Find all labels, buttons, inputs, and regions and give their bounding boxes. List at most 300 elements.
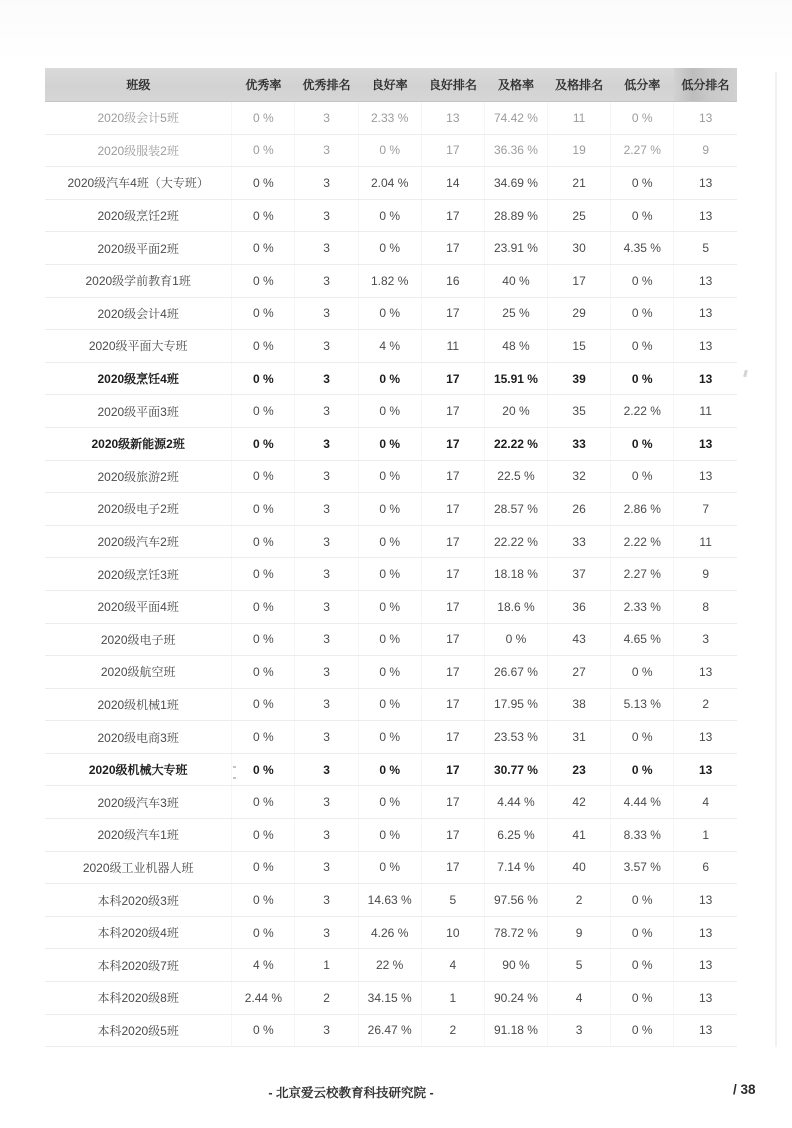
value-cell: 43 xyxy=(548,623,611,656)
value-cell: 17 xyxy=(421,199,484,232)
table-row xyxy=(45,525,737,558)
value-cell: 38 xyxy=(548,688,611,721)
value-cell: 0 % xyxy=(232,623,295,656)
value-cell: 0 % xyxy=(232,525,295,558)
value-cell: 17 xyxy=(421,232,484,265)
value-cell: 3 xyxy=(295,721,358,754)
value-cell: 15 xyxy=(548,330,611,363)
value-cell: 3 xyxy=(295,264,358,297)
value-cell: 3 xyxy=(295,297,358,330)
value-cell: 17 xyxy=(421,395,484,428)
value-cell: 0 % xyxy=(232,656,295,689)
table-row xyxy=(45,362,737,395)
value-cell: 13 xyxy=(674,949,737,982)
value-cell: 0 % xyxy=(232,264,295,297)
value-cell: 0 % xyxy=(358,460,421,493)
value-cell: 4.44 % xyxy=(611,786,674,819)
value-cell: 0 % xyxy=(358,786,421,819)
value-cell: 0 % xyxy=(232,395,295,428)
value-cell: 13 xyxy=(421,102,484,135)
column-header-good-rank: 良好排名 xyxy=(421,68,484,102)
value-cell: 7 xyxy=(674,493,737,526)
value-cell: 7.14 % xyxy=(484,851,547,884)
value-cell: 13 xyxy=(674,297,737,330)
value-cell: 3 xyxy=(548,1014,611,1047)
table-row xyxy=(45,199,737,232)
value-cell: 35 xyxy=(548,395,611,428)
value-cell: 78.72 % xyxy=(484,916,547,949)
value-cell: 3 xyxy=(295,102,358,135)
value-cell: 9 xyxy=(674,134,737,167)
value-cell: 0 % xyxy=(232,819,295,852)
column-header-pass-rate: 及格率 xyxy=(484,68,547,102)
value-cell: 13 xyxy=(674,167,737,200)
value-cell: 0 % xyxy=(358,656,421,689)
value-cell: 0 % xyxy=(232,427,295,460)
value-cell: 17 xyxy=(421,134,484,167)
value-cell: 14 xyxy=(421,167,484,200)
value-cell: 0 % xyxy=(358,721,421,754)
value-cell: 11 xyxy=(421,330,484,363)
class-name-cell: 2020级电子班 xyxy=(45,623,232,656)
value-cell: 4.26 % xyxy=(358,916,421,949)
value-cell: 9 xyxy=(674,558,737,591)
value-cell: 0 % xyxy=(232,102,295,135)
value-cell: 17 xyxy=(421,427,484,460)
value-cell: 13 xyxy=(674,427,737,460)
value-cell: 0 % xyxy=(484,623,547,656)
column-header-excellent-rank: 优秀排名 xyxy=(295,68,358,102)
class-name-cell: 2020级烹饪2班 xyxy=(45,199,232,232)
value-cell: 0 % xyxy=(358,232,421,265)
value-cell: 0 % xyxy=(232,493,295,526)
value-cell: 14.63 % xyxy=(358,884,421,917)
table-row xyxy=(45,753,737,786)
value-cell: 17 xyxy=(421,753,484,786)
class-name-cell: 2020级机械大专班 xyxy=(45,753,232,786)
table-row xyxy=(45,623,737,656)
value-cell: 17 xyxy=(421,493,484,526)
class-name-cell: 2020级汽车2班 xyxy=(45,525,232,558)
class-name-cell: 2020级工业机器人班 xyxy=(45,851,232,884)
class-name-cell: 2020级会计5班 xyxy=(45,102,232,135)
value-cell: 11 xyxy=(674,395,737,428)
value-cell: 13 xyxy=(674,199,737,232)
value-cell: 0 % xyxy=(611,362,674,395)
value-cell: 17 xyxy=(421,819,484,852)
value-cell: 0 % xyxy=(611,102,674,135)
value-cell: 0 % xyxy=(358,558,421,591)
table-row xyxy=(45,1014,737,1047)
value-cell: 23.53 % xyxy=(484,721,547,754)
value-cell: 5 xyxy=(421,884,484,917)
value-cell: 0 % xyxy=(611,753,674,786)
value-cell: 0 % xyxy=(232,199,295,232)
value-cell: 3 xyxy=(295,134,358,167)
value-cell: 2.27 % xyxy=(611,134,674,167)
value-cell: 13 xyxy=(674,982,737,1015)
value-cell: 2.22 % xyxy=(611,525,674,558)
value-cell: 32 xyxy=(548,460,611,493)
footer-page-number: / 38 xyxy=(733,1082,756,1097)
table-row xyxy=(45,590,737,623)
value-cell: 0 % xyxy=(611,1014,674,1047)
value-cell: 13 xyxy=(674,330,737,363)
value-cell: 0 % xyxy=(232,460,295,493)
value-cell: 3 xyxy=(295,558,358,591)
value-cell: 1 xyxy=(421,982,484,1015)
value-cell: 74.42 % xyxy=(484,102,547,135)
value-cell: 2.27 % xyxy=(611,558,674,591)
value-cell: 17 xyxy=(548,264,611,297)
value-cell: 17 xyxy=(421,297,484,330)
class-name-cell: 2020级平面大专班 xyxy=(45,330,232,363)
value-cell: 17 xyxy=(421,688,484,721)
value-cell: 1.82 % xyxy=(358,264,421,297)
value-cell: 4.44 % xyxy=(484,786,547,819)
scan-artifact-edge-line xyxy=(775,72,777,1047)
value-cell: 3 xyxy=(295,199,358,232)
value-cell: 41 xyxy=(548,819,611,852)
value-cell: 0 % xyxy=(611,199,674,232)
class-name-cell: 2020级烹饪4班 xyxy=(45,362,232,395)
value-cell: 0 % xyxy=(358,134,421,167)
value-cell: 3 xyxy=(295,623,358,656)
value-cell: 34.69 % xyxy=(484,167,547,200)
value-cell: 13 xyxy=(674,721,737,754)
table-row xyxy=(45,102,737,135)
value-cell: 18.18 % xyxy=(484,558,547,591)
value-cell: 13 xyxy=(674,884,737,917)
value-cell: 0 % xyxy=(232,688,295,721)
value-cell: 3 xyxy=(295,851,358,884)
value-cell: 30 xyxy=(548,232,611,265)
value-cell: 0 % xyxy=(232,851,295,884)
value-cell: 4 xyxy=(421,949,484,982)
value-cell: 0 % xyxy=(611,982,674,1015)
value-cell: 25 xyxy=(548,199,611,232)
value-cell: 17 xyxy=(421,851,484,884)
table-row xyxy=(45,297,737,330)
table-row xyxy=(45,656,737,689)
value-cell: 6.25 % xyxy=(484,819,547,852)
class-name-cell: 2020级服装2班 xyxy=(45,134,232,167)
table-row xyxy=(45,460,737,493)
value-cell: 26 xyxy=(548,493,611,526)
value-cell: 17 xyxy=(421,590,484,623)
value-cell: 0 % xyxy=(358,851,421,884)
value-cell: 2.22 % xyxy=(611,395,674,428)
value-cell: 13 xyxy=(674,264,737,297)
table-row xyxy=(45,493,737,526)
column-header-low-rate: 低分率 xyxy=(611,68,674,102)
class-name-cell: 2020级电商3班 xyxy=(45,721,232,754)
value-cell: 4 xyxy=(548,982,611,1015)
value-cell: 17 xyxy=(421,786,484,819)
class-name-cell: 2020级汽车4班（大专班） xyxy=(45,167,232,200)
value-cell: 3 xyxy=(295,427,358,460)
value-cell: 3 xyxy=(295,460,358,493)
value-cell: 5 xyxy=(548,949,611,982)
column-header-pass-rank: 及格排名 xyxy=(548,68,611,102)
value-cell: 3 xyxy=(295,362,358,395)
class-score-table xyxy=(45,68,737,1047)
value-cell: 11 xyxy=(674,525,737,558)
class-name-cell: 2020级新能源2班 xyxy=(45,427,232,460)
value-cell: 22.22 % xyxy=(484,525,547,558)
value-cell: 22 % xyxy=(358,949,421,982)
value-cell: 0 % xyxy=(611,167,674,200)
value-cell: 13 xyxy=(674,916,737,949)
table-row xyxy=(45,330,737,363)
table-row xyxy=(45,721,737,754)
column-header-excellent-rate: 优秀率 xyxy=(232,68,295,102)
value-cell: 39 xyxy=(548,362,611,395)
value-cell: 36.36 % xyxy=(484,134,547,167)
value-cell: 0 % xyxy=(232,590,295,623)
scan-artifact-tick xyxy=(743,370,748,378)
class-name-cell: 2020级学前教育1班 xyxy=(45,264,232,297)
value-cell: 0 % xyxy=(358,395,421,428)
value-cell: 3 xyxy=(295,884,358,917)
value-cell: 0 % xyxy=(358,590,421,623)
table-row xyxy=(45,982,737,1015)
table-row xyxy=(45,916,737,949)
value-cell: 0 % xyxy=(358,362,421,395)
class-name-cell: 2020级汽车1班 xyxy=(45,819,232,852)
value-cell: 17 xyxy=(421,558,484,591)
value-cell: 0 % xyxy=(232,297,295,330)
footer-organization: - 北京爱云校教育科技研究院 - xyxy=(268,1086,434,1100)
table-row xyxy=(45,688,737,721)
value-cell: 20 % xyxy=(484,395,547,428)
value-cell: 31 xyxy=(548,721,611,754)
value-cell: 10 xyxy=(421,916,484,949)
class-name-cell: 2020级平面4班 xyxy=(45,590,232,623)
value-cell: 30.77 % xyxy=(484,753,547,786)
value-cell: 17 xyxy=(421,460,484,493)
value-cell: 15.91 % xyxy=(484,362,547,395)
value-cell: 13 xyxy=(674,656,737,689)
value-cell: 1 xyxy=(295,949,358,982)
value-cell: 2.86 % xyxy=(611,493,674,526)
value-cell: 2.33 % xyxy=(358,102,421,135)
value-cell: 90.24 % xyxy=(484,982,547,1015)
value-cell: 0 % xyxy=(358,819,421,852)
value-cell: 17 xyxy=(421,656,484,689)
column-header-low-rank: 低分排名 xyxy=(674,68,737,102)
value-cell: 19 xyxy=(548,134,611,167)
table-row xyxy=(45,395,737,428)
table-row xyxy=(45,264,737,297)
value-cell: 26.47 % xyxy=(358,1014,421,1047)
value-cell: 2 xyxy=(674,688,737,721)
table-row xyxy=(45,851,737,884)
class-name-cell: 2020级旅游2班 xyxy=(45,460,232,493)
value-cell: 3 xyxy=(295,786,358,819)
value-cell: 0 % xyxy=(232,558,295,591)
value-cell: 25 % xyxy=(484,297,547,330)
value-cell: 4.35 % xyxy=(611,232,674,265)
value-cell: 0 % xyxy=(358,427,421,460)
value-cell: 0 % xyxy=(358,753,421,786)
value-cell: 0 % xyxy=(611,297,674,330)
value-cell: 3 xyxy=(295,1014,358,1047)
class-name-cell: 2020级平面2班 xyxy=(45,232,232,265)
value-cell: 3 xyxy=(295,167,358,200)
value-cell: 11 xyxy=(548,102,611,135)
value-cell: 0 % xyxy=(232,1014,295,1047)
value-cell: 23.91 % xyxy=(484,232,547,265)
value-cell: 26.67 % xyxy=(484,656,547,689)
value-cell: 3 xyxy=(295,656,358,689)
column-header-good-rate: 良好率 xyxy=(358,68,421,102)
class-name-cell: 本科2020级8班 xyxy=(45,982,232,1015)
value-cell: 6 xyxy=(674,851,737,884)
table-row xyxy=(45,949,737,982)
class-name-cell: 2020级会计4班 xyxy=(45,297,232,330)
value-cell: 0 % xyxy=(232,232,295,265)
class-name-cell: 本科2020级3班 xyxy=(45,884,232,917)
value-cell: 0 % xyxy=(358,493,421,526)
value-cell: 3 xyxy=(295,525,358,558)
value-cell: 3 xyxy=(295,688,358,721)
value-cell: 34.15 % xyxy=(358,982,421,1015)
value-cell: 9 xyxy=(548,916,611,949)
value-cell: 40 xyxy=(548,851,611,884)
value-cell: 0 % xyxy=(611,330,674,363)
value-cell: 2.04 % xyxy=(358,167,421,200)
value-cell: 18.6 % xyxy=(484,590,547,623)
value-cell: 17 xyxy=(421,362,484,395)
value-cell: 0 % xyxy=(611,916,674,949)
class-name-cell: 2020级航空班 xyxy=(45,656,232,689)
value-cell: 36 xyxy=(548,590,611,623)
value-cell: 13 xyxy=(674,1014,737,1047)
value-cell: 22.22 % xyxy=(484,427,547,460)
value-cell: 27 xyxy=(548,656,611,689)
value-cell: 0 % xyxy=(358,297,421,330)
value-cell: 0 % xyxy=(611,460,674,493)
value-cell: 17 xyxy=(421,623,484,656)
value-cell: 3 xyxy=(295,753,358,786)
value-cell: 3 xyxy=(295,819,358,852)
value-cell: 48 % xyxy=(484,330,547,363)
value-cell: 0 % xyxy=(358,623,421,656)
value-cell: 0 % xyxy=(232,330,295,363)
class-name-cell: 本科2020级5班 xyxy=(45,1014,232,1047)
class-name-cell: 2020级汽车3班 xyxy=(45,786,232,819)
value-cell: 0 % xyxy=(358,525,421,558)
value-cell: 0 % xyxy=(232,134,295,167)
value-cell: 33 xyxy=(548,427,611,460)
value-cell: 0 % xyxy=(358,199,421,232)
value-cell: 1 xyxy=(674,819,737,852)
value-cell: 22.5 % xyxy=(484,460,547,493)
value-cell: 90 % xyxy=(484,949,547,982)
value-cell: 0 % xyxy=(358,688,421,721)
table-row xyxy=(45,232,737,265)
value-cell: 4.65 % xyxy=(611,623,674,656)
value-cell: 13 xyxy=(674,753,737,786)
value-cell: 28.89 % xyxy=(484,199,547,232)
value-cell: 0 % xyxy=(611,949,674,982)
value-cell: 0 % xyxy=(232,753,295,786)
value-cell: 0 % xyxy=(232,786,295,819)
value-cell: 8 xyxy=(674,590,737,623)
value-cell: 0 % xyxy=(611,427,674,460)
value-cell: 0 % xyxy=(232,721,295,754)
class-name-cell: 2020级机械1班 xyxy=(45,688,232,721)
value-cell: 3 xyxy=(295,232,358,265)
table-row xyxy=(45,167,737,200)
value-cell: 23 xyxy=(548,753,611,786)
value-cell: 4 % xyxy=(358,330,421,363)
value-cell: 3 xyxy=(674,623,737,656)
value-cell: 13 xyxy=(674,102,737,135)
value-cell: 3 xyxy=(295,395,358,428)
value-cell: 2.44 % xyxy=(232,982,295,1015)
value-cell: 0 % xyxy=(611,884,674,917)
table-row xyxy=(45,786,737,819)
table-row xyxy=(45,819,737,852)
class-name-cell: 2020级平面3班 xyxy=(45,395,232,428)
table-row xyxy=(45,558,737,591)
value-cell: 3 xyxy=(295,493,358,526)
value-cell: 37 xyxy=(548,558,611,591)
value-cell: 3 xyxy=(295,330,358,363)
table-row xyxy=(45,134,737,167)
value-cell: 13 xyxy=(674,460,737,493)
value-cell: 0 % xyxy=(611,656,674,689)
value-cell: 42 xyxy=(548,786,611,819)
value-cell: 17 xyxy=(421,721,484,754)
value-cell: 2 xyxy=(421,1014,484,1047)
value-cell: 91.18 % xyxy=(484,1014,547,1047)
class-name-cell: 2020级电子2班 xyxy=(45,493,232,526)
class-name-cell: 本科2020级7班 xyxy=(45,949,232,982)
value-cell: 3.57 % xyxy=(611,851,674,884)
table-row xyxy=(45,427,737,460)
value-cell: 4 % xyxy=(232,949,295,982)
value-cell: 0 % xyxy=(232,362,295,395)
value-cell: 4 xyxy=(674,786,737,819)
table-row xyxy=(45,884,737,917)
value-cell: 0 % xyxy=(611,721,674,754)
value-cell: 28.57 % xyxy=(484,493,547,526)
value-cell: 3 xyxy=(295,590,358,623)
value-cell: 17 xyxy=(421,525,484,558)
value-cell: 5 xyxy=(674,232,737,265)
value-cell: 5.13 % xyxy=(611,688,674,721)
scan-artifact-mark xyxy=(233,766,236,779)
value-cell: 33 xyxy=(548,525,611,558)
value-cell: 2.33 % xyxy=(611,590,674,623)
value-cell: 8.33 % xyxy=(611,819,674,852)
value-cell: 40 % xyxy=(484,264,547,297)
table-header-row xyxy=(45,68,737,102)
value-cell: 0 % xyxy=(232,167,295,200)
value-cell: 97.56 % xyxy=(484,884,547,917)
value-cell: 17.95 % xyxy=(484,688,547,721)
value-cell: 2 xyxy=(548,884,611,917)
value-cell: 16 xyxy=(421,264,484,297)
value-cell: 0 % xyxy=(611,264,674,297)
value-cell: 2 xyxy=(295,982,358,1015)
value-cell: 13 xyxy=(674,362,737,395)
value-cell: 21 xyxy=(548,167,611,200)
value-cell: 0 % xyxy=(232,916,295,949)
